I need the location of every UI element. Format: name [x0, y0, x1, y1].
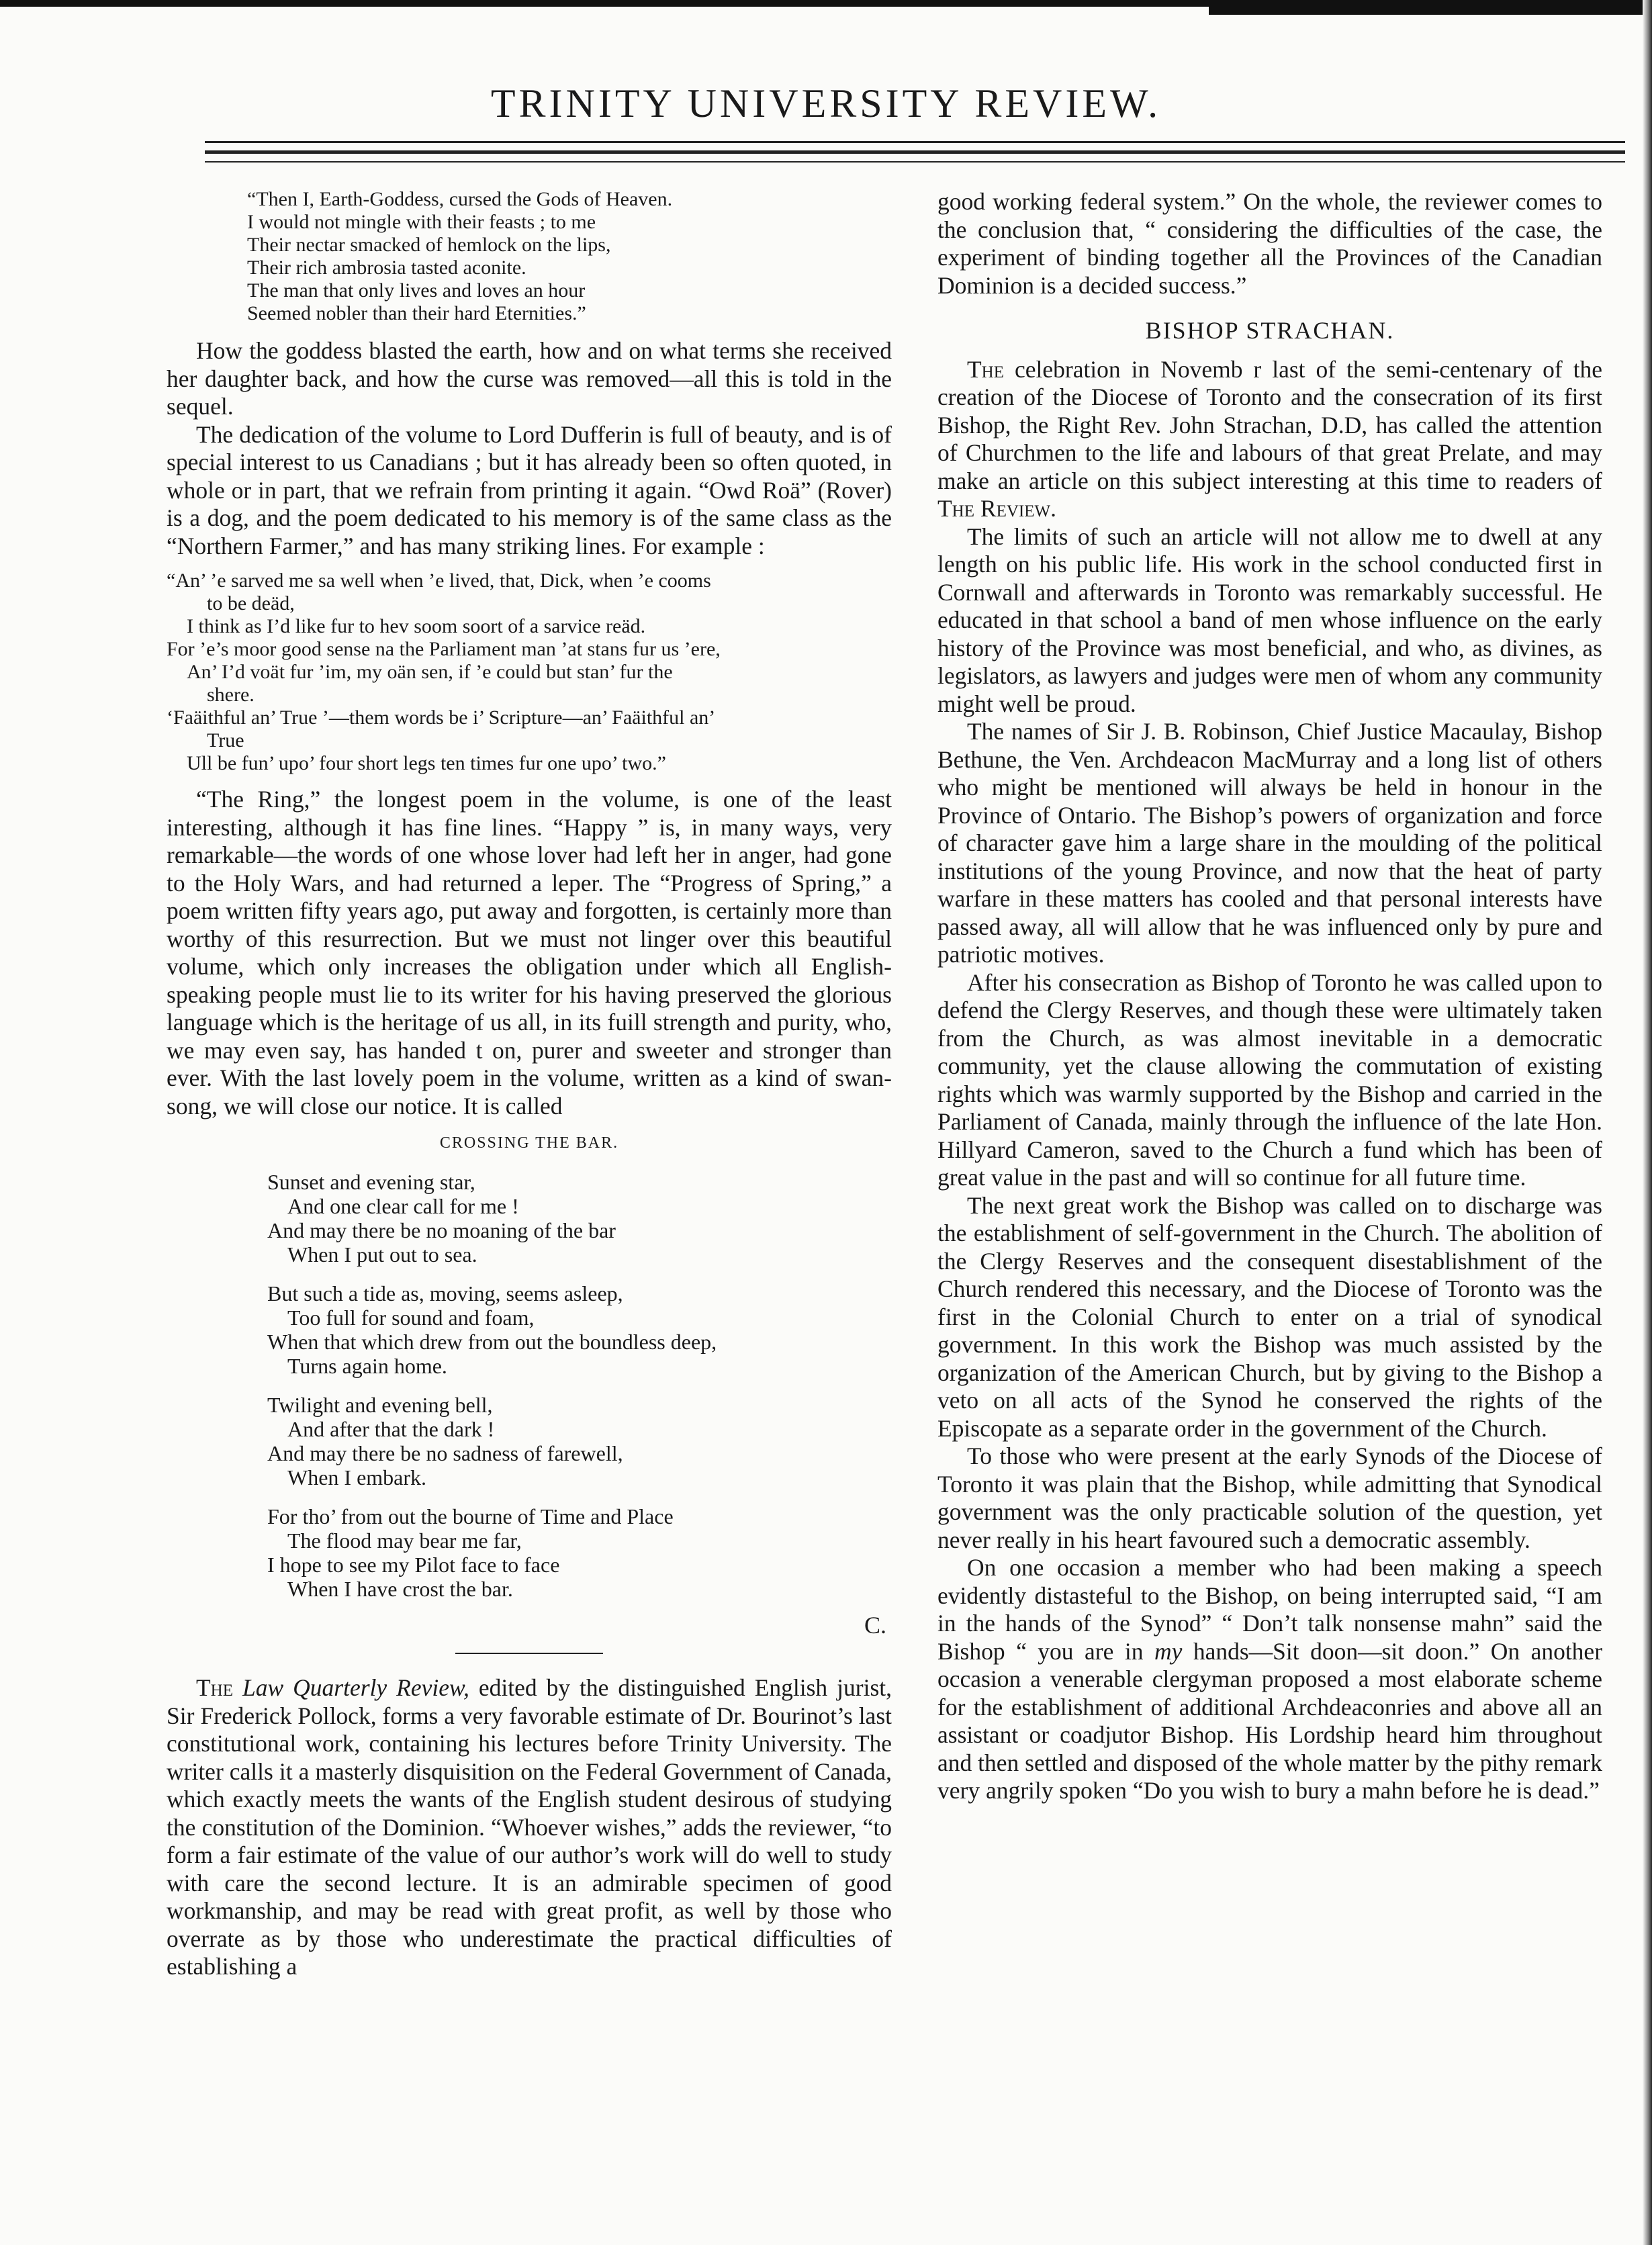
verse-line: The man that only lives and loves an hour [247, 279, 586, 302]
paragraph [937, 356, 1602, 523]
verse-line: Seemed nobler than their hard Eternities.” [247, 302, 586, 324]
verse-line: I hope to see my Pilot face to face [267, 1552, 560, 1577]
paragraph-text: celebration in Novemb r last of the semi-centenary of the creation of the Diocese of Toronto and the consecration of its first Bishop, the Right Rev. John Strachan, D.D, has called the attention of Churchmen to the life and labours of that great Prelate, and may make an article on this subject interesting at this time to readers of [937, 355, 1603, 494]
poem-stanza [267, 1393, 892, 1490]
verse-line: When I put out to sea. [287, 1242, 477, 1267]
verse-line: ‘Faäithful an’ True ’—them words be i’ Scripture—an’ Faäithful an’ [167, 706, 716, 729]
paragraph: To those who were present at the early Synods of the Diocese of Toronto it was plain that the Bishop, while admitting that Synodical government was the only practicable solution of the question, yet never really in his heart favoured such a democratic assembly. [937, 1442, 1602, 1553]
verse-line: True [207, 729, 244, 751]
paragraph: After his consecration as Bishop of Toronto he was called upon to defend the Clergy Reserves, and though these were ultimately taken from the Church, as was almost inevitable in a democratic community, yet the clause allowing the commutation of existing rights which was warmly supported by the Bishop and carried in the Parliament of Canada, mainly through the influence of the late Hon. Hillyard Cameron, saved to the Church a fund which has been of great value in the past and will so continue for all future time. [937, 968, 1602, 1191]
author-signature: C. [864, 1611, 886, 1639]
paragraph-text: hands—Sit doon—sit doon.” On another occasion a venerable clergyman proposed a most elaborate scheme for the establishment of additional Archdeaconries and above all an assistant or coadjutor Bishop. His Lordship heard him throughout and then settled and disposed of the whole matter by the pithy remark very angrily spoken “Do you wish to bury a mahn before he is dead.” [937, 1637, 1603, 1804]
left-column [167, 188, 892, 1981]
lead-word: The [196, 1674, 234, 1701]
verse-line: I would not mingle with their feasts ; to me [247, 211, 596, 233]
verse-line: But such a tide as, moving, seems asleep, [267, 1281, 623, 1305]
poem-stanza [267, 1170, 892, 1267]
poem-crossing-the-bar [167, 1170, 892, 1601]
verse-line: And after that the dark ! [287, 1416, 495, 1441]
lead-word: The [967, 355, 1005, 383]
scan-top-edge-dark [1209, 0, 1652, 15]
right-column [937, 188, 1602, 1805]
header-rule-bottom [205, 161, 1625, 163]
paragraph-text: On one occasion a member who had been making a speech evidently distasteful to the Bishop, on being interrupted said, “I am in the hands of the Synod” “ Don’t talk nonsense mahn” said the Bishop “ you are in [937, 1554, 1602, 1665]
section-divider [455, 1653, 603, 1654]
verse-line: An’ I’d voät fur ’im, my oän sen, if ’e could but stan’ fur the [187, 661, 673, 683]
paragraph-continuation: good working federal system.” On the whole, the reviewer comes to the conclusion that, “ considering the difficulties of the case, the experiment of binding together all the Provinces of the Canadian Dominion is a decided success.” [937, 188, 1602, 299]
paragraph: How the goddess blasted the earth, how and on what terms she received her daughter back, and how the curse was removed—all this is told in the sequel. [167, 337, 892, 420]
verse-line: For tho’ from out the bourne of Time and Place [267, 1504, 674, 1528]
paragraph: “The Ring,” the longest poem in the volume, is one of the least interesting, although it has fine lines. “Happy ” is, in many ways, very remarkable—the words of one whose lover had left her in anger, had gone to the Holy Wars, and had returned a leper. The “Progress of Spring,” a poem written fifty years ago, put away and forgotten, is certainly more than worthy of this resurrection. But we must not linger over this beautiful volume, which only increases the obligation under which all English-speaking people must lie to its writer for his having preserved the glorious language which is the heritage of us all, in its fuill strength and purity, who, we may even say, has handed t on, purer and sweeter and stronger than ever. With the last lovely poem in the volume, written as a kind of swan-song, we will close our notice. It is called [167, 786, 892, 1119]
paragraph-law-review [167, 1674, 892, 1981]
section-title: BISHOP STRACHAN. [1145, 317, 1395, 344]
verse-line: And may there be no sadness of farewell, [267, 1440, 623, 1465]
verse-line: Too full for sound and foam, [287, 1305, 535, 1330]
verse-line: Their nectar smacked of hemlock on the lips, [247, 234, 611, 256]
verse-line: I think as I’d like fur to hev soom soort of a sarvice reäd. [187, 615, 646, 637]
verse-line: “An’ ’e sarved me sa well when ’e lived, that, Dick, when ’e cooms [167, 569, 711, 592]
dialect-verse [167, 569, 892, 775]
poem-stanza [267, 1504, 892, 1601]
header-rule-top [205, 141, 1625, 143]
verse-line: When that which drew from out the boundless deep, [267, 1329, 717, 1354]
publication-name: The Review. [937, 495, 1056, 522]
verse-line: Twilight and evening bell, [267, 1392, 493, 1417]
publication-title: Law Quarterly Review, [242, 1674, 469, 1701]
paragraph: The names of Sir J. B. Robinson, Chief Justice Macaulay, Bishop Bethune, the Ven. Archdeacon MacMurray and a long list of others who might be mentioned will always be held in honour in the Province of Ontario. The Bishop’s powers of organization and force of character gave him a large share in the moulding of the political institutions of the young Province, and now that the heat of party warfare in these matters has cooled and that personal interests have passed away, all will allow that he was influenced only by pure and patriotic motives. [937, 718, 1602, 968]
poem-title: CROSSING THE BAR. [439, 1134, 619, 1152]
verse-line: Their rich ambrosia tasted aconite. [247, 257, 526, 279]
verse-line: And one clear call for me ! [287, 1193, 519, 1218]
poem-stanza [267, 1281, 892, 1378]
emphasis: my [1154, 1637, 1183, 1665]
verse-line: Ull be fun’ upo’ four short legs ten times fur one upo’ two.” [187, 752, 666, 774]
verse-line: Sunset and evening star, [267, 1169, 475, 1194]
paragraph: The limits of such an article will not allow me to dwell at any length on his public life. His work in the school conducted first in Cornwall and afterwards in Toronto was remarkably successful. He educated in that school a band of men whose influence on the early history of the Province was most beneficial, and who, as divines, as legislators, as lawyers and judges were men of whom any community might well be proud. [937, 522, 1602, 717]
paragraph: The dedication of the volume to Lord Dufferin is full of beauty, and is of special interest to us Canadians ; but it has already been so often quoted, in whole or in part, that we refrain from printing it again. “Owd Roä” (Rover) is a dog, and the poem dedicated to his memory is of the same class as the “Northern Farmer,” and has many striking lines. For example : [167, 420, 892, 559]
verse-line: shere. [207, 684, 255, 706]
verse-line: Turns again home. [287, 1353, 447, 1378]
verse-line: The flood may bear me far, [287, 1528, 522, 1553]
scan-right-edge [1643, 0, 1652, 2245]
paragraph-text: edited by the distinguished English jurist, Sir Frederick Pollock, forms a very favorable estimate of Dr. Bourinot’s last constitutional work, containing his lectures before Trinity University. The writer calls it a masterly disquisition on the Federal Government of Canada, which exactly meets the wants of the English student desirous of studying the constitution of the Dominion. “Whoever wishes,” adds the reviewer, “to form a fair estimate of the value of our author’s work will do well to study with care the second lecture. It is an admirable specimen of good workmanship, and may be read with great profit, as well by those who overrate as by those who underestimate the practical difficulties of establishing a [167, 1674, 892, 1980]
paragraph [937, 1554, 1602, 1805]
verse-line: For ’e’s moor good sense na the Parliament man ’at stans fur us ’ere, [167, 638, 721, 660]
paragraph: The next great work the Bishop was called on to discharge was the establishment of self-government in the Church. The abolition of the Clergy Reserves and the consequent disestablishment of the Church rendered this necessary, and the Diocese of Toronto was the first in the Colonial Church to enter on a trial of synodical government. In this work the Bishop was much assisted by the organization of the American Church, but by giving to the Bishop a veto on all acts of the Synod he conserved the rights of the Episcopate as a separate order in the government of the Church. [937, 1191, 1602, 1442]
verse-line: When I embark. [287, 1465, 427, 1490]
verse-line: And may there be no moaning of the bar [267, 1218, 616, 1242]
verse-line: to be deäd, [207, 592, 295, 614]
verse-line: “Then I, Earth-Goddess, cursed the Gods of Heaven. [247, 188, 673, 210]
header-rule-middle [205, 150, 1625, 154]
verse-line: When I have crost the bar. [287, 1576, 513, 1601]
page-header: TRINITY UNIVERSITY REVIEW. [490, 81, 1162, 126]
opening-verse [167, 188, 892, 325]
